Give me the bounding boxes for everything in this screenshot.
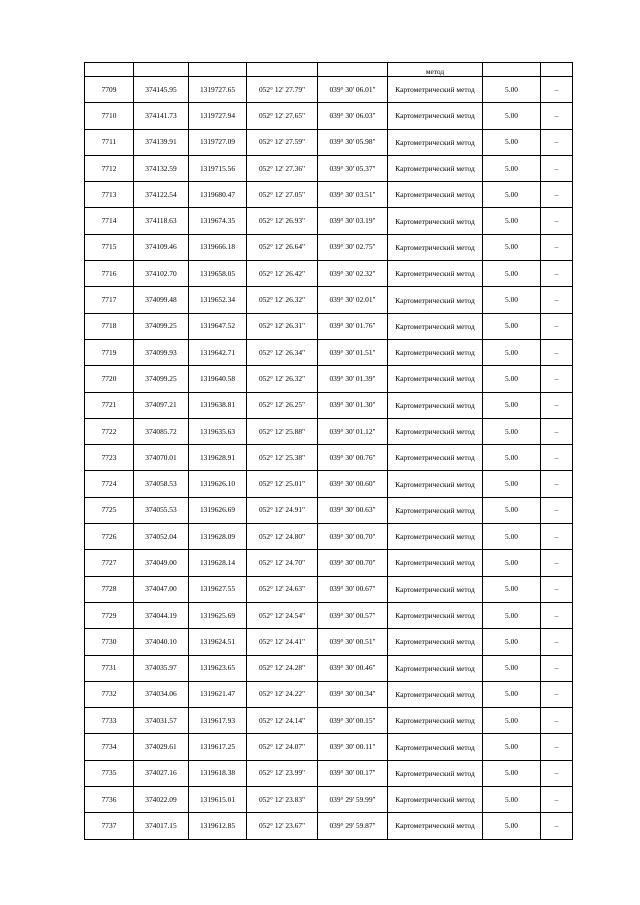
cell-accuracy: 5.00 [483, 182, 541, 208]
table-row [85, 497, 573, 523]
cell-point-number: 7712 [85, 155, 134, 181]
cell-y: 1319624.51 [189, 629, 247, 655]
cell-note: – [541, 261, 573, 287]
cell-longitude: 039° 30' 00.76" [318, 445, 388, 471]
cell-note: – [541, 497, 573, 523]
cell-point-number: 7715 [85, 234, 134, 260]
cell-x: 374049.00 [134, 550, 189, 576]
cell-latitude: 052° 12' 23.83" [247, 787, 318, 813]
cell-x: 374139.91 [134, 129, 189, 155]
cell-point-number: 7733 [85, 708, 134, 734]
cell-latitude: 052° 12' 26.32" [247, 287, 318, 313]
cell-y: 1319621.47 [189, 681, 247, 707]
cell-accuracy: 5.00 [483, 155, 541, 181]
cell-y: 1319652.34 [189, 287, 247, 313]
table-row [85, 524, 573, 550]
cell-longitude: 039° 30' 00.46" [318, 655, 388, 681]
cell-note: – [541, 471, 573, 497]
cell-x: 374132.59 [134, 155, 189, 181]
cell-accuracy: 5.00 [483, 681, 541, 707]
cell-longitude: 039° 29' 59.87" [318, 813, 388, 839]
cell-latitude: 052° 12' 24.70" [247, 550, 318, 576]
cell-y: 1319727.94 [189, 103, 247, 129]
cell-note: – [541, 129, 573, 155]
cell-x: 374099.93 [134, 339, 189, 365]
cell-point-number: 7709 [85, 77, 134, 103]
cell-point-number: 7722 [85, 418, 134, 444]
cell-longitude: 039° 30' 00.67" [318, 576, 388, 602]
cell-note: – [541, 445, 573, 471]
cell-method: Картометрический метод [388, 287, 483, 313]
cell-accuracy: 5.00 [483, 234, 541, 260]
cell-y: 1319647.52 [189, 313, 247, 339]
table-row [85, 77, 573, 103]
cell-method: Картометрический метод [388, 155, 483, 181]
cell-point-number: 7723 [85, 445, 134, 471]
cell-note: – [541, 182, 573, 208]
cell-method: Картометрический метод [388, 129, 483, 155]
table-row [85, 681, 573, 707]
cell-latitude: 052° 12' 27.05" [247, 182, 318, 208]
cell-y: 1319715.56 [189, 155, 247, 181]
cell-point-number: 7737 [85, 813, 134, 839]
cell-y: 1319615.01 [189, 787, 247, 813]
table-row [85, 366, 573, 392]
cell-latitude: 052° 12' 23.99" [247, 760, 318, 786]
cell-method: Картометрический метод [388, 655, 483, 681]
cell-note: – [541, 813, 573, 839]
cell-x: 374141.73 [134, 103, 189, 129]
table-row [85, 182, 573, 208]
cell-accuracy: 5.00 [483, 708, 541, 734]
cell-method: Картометрический метод [388, 339, 483, 365]
cell-note: – [541, 103, 573, 129]
cell-method: Картометрический метод [388, 813, 483, 839]
cell-latitude: 052° 12' 26.42" [247, 261, 318, 287]
cell-y: 1319628.14 [189, 550, 247, 576]
cell-method: Картометрический метод [388, 261, 483, 287]
cell-accuracy: 5.00 [483, 629, 541, 655]
cell-method: Картометрический метод [388, 103, 483, 129]
cell-point-number: 7716 [85, 261, 134, 287]
cell-x: 374052.04 [134, 524, 189, 550]
cell-point-number: 7725 [85, 497, 134, 523]
cell-latitude: 052° 12' 26.32" [247, 366, 318, 392]
cell-accuracy: 5.00 [483, 602, 541, 628]
cell-y: 1319642.71 [189, 339, 247, 365]
cell-latitude: 052° 12' 24.41" [247, 629, 318, 655]
cell-point-number: 7732 [85, 681, 134, 707]
cell-longitude: 039° 30' 01.39" [318, 366, 388, 392]
table-row [85, 418, 573, 444]
cell-latitude: 052° 12' 26.34" [247, 339, 318, 365]
cell-note: – [541, 760, 573, 786]
cell-method: Картометрический метод [388, 313, 483, 339]
cell-method: Картометрический метод [388, 497, 483, 523]
cell-point-number: 7736 [85, 787, 134, 813]
cell-longitude: 039° 30' 02.01" [318, 287, 388, 313]
cell-accuracy: 5.00 [483, 497, 541, 523]
table-row [85, 234, 573, 260]
cell-accuracy: 5.00 [483, 787, 541, 813]
table-row [85, 550, 573, 576]
cell-longitude: 039° 30' 00.15" [318, 708, 388, 734]
cell-y: 1319626.10 [189, 471, 247, 497]
cell-y: 1319680.47 [189, 182, 247, 208]
table-row [85, 787, 573, 813]
cell-note [541, 63, 573, 77]
cell-latitude: 052° 12' 24.54" [247, 602, 318, 628]
cell-note: – [541, 734, 573, 760]
cell-accuracy: 5.00 [483, 129, 541, 155]
cell-point-number: 7727 [85, 550, 134, 576]
cell-longitude: 039° 30' 00.60" [318, 471, 388, 497]
table-row [85, 103, 573, 129]
cell-point-number: 7719 [85, 339, 134, 365]
cell-point-number: 7730 [85, 629, 134, 655]
cell-point-number: 7726 [85, 524, 134, 550]
cell-accuracy: 5.00 [483, 208, 541, 234]
cell-latitude: 052° 12' 24.91" [247, 497, 318, 523]
cell-latitude [247, 63, 318, 77]
table-body [85, 63, 573, 840]
cell-longitude: 039° 29' 59.99" [318, 787, 388, 813]
cell-longitude [318, 63, 388, 77]
cell-x: 374044.19 [134, 602, 189, 628]
cell-accuracy: 5.00 [483, 445, 541, 471]
table-row [85, 129, 573, 155]
cell-accuracy: 5.00 [483, 77, 541, 103]
cell-x: 374022.09 [134, 787, 189, 813]
table-row [85, 576, 573, 602]
cell-accuracy: 5.00 [483, 550, 541, 576]
cell-latitude: 052° 12' 27.65" [247, 103, 318, 129]
cell-x: 374099.25 [134, 313, 189, 339]
cell-latitude: 052° 12' 24.14" [247, 708, 318, 734]
cell-method: Картометрический метод [388, 602, 483, 628]
table-row [85, 708, 573, 734]
cell-point-number: 7714 [85, 208, 134, 234]
cell-x: 374034.06 [134, 681, 189, 707]
cell-y: 1319666.18 [189, 234, 247, 260]
cell-method: Картометрический метод [388, 681, 483, 707]
table-row-continuation [85, 63, 573, 77]
cell-y: 1319623.65 [189, 655, 247, 681]
cell-accuracy: 5.00 [483, 524, 541, 550]
cell-accuracy [483, 63, 541, 77]
cell-x: 374085.72 [134, 418, 189, 444]
cell-point-number: 7711 [85, 129, 134, 155]
cell-longitude: 039° 30' 05.98" [318, 129, 388, 155]
cell-point-number [85, 63, 134, 77]
cell-longitude: 039° 30' 01.12" [318, 418, 388, 444]
cell-method: Картометрический метод [388, 524, 483, 550]
table-row [85, 155, 573, 181]
cell-x: 374099.48 [134, 287, 189, 313]
cell-latitude: 052° 12' 25.01" [247, 471, 318, 497]
cell-method: Картометрический метод [388, 182, 483, 208]
cell-longitude: 039° 30' 03.51" [318, 182, 388, 208]
cell-longitude: 039° 30' 06.03" [318, 103, 388, 129]
cell-method: Картометрический метод [388, 392, 483, 418]
table-row [85, 760, 573, 786]
cell-y: 1319640.58 [189, 366, 247, 392]
cell-x: 374017.15 [134, 813, 189, 839]
cell-note: – [541, 787, 573, 813]
cell-point-number: 7710 [85, 103, 134, 129]
cell-note: – [541, 629, 573, 655]
cell-accuracy: 5.00 [483, 287, 541, 313]
cell-longitude: 039° 30' 06.01" [318, 77, 388, 103]
cell-y: 1319617.25 [189, 734, 247, 760]
cell-x: 374035.97 [134, 655, 189, 681]
cell-point-number: 7713 [85, 182, 134, 208]
cell-y: 1319612.85 [189, 813, 247, 839]
table-row [85, 445, 573, 471]
cell-method: Картометрический метод [388, 418, 483, 444]
table-row [85, 392, 573, 418]
cell-latitude: 052° 12' 24.22" [247, 681, 318, 707]
table-row [85, 208, 573, 234]
cell-method: Картометрический метод [388, 734, 483, 760]
table-row [85, 734, 573, 760]
cell-longitude: 039° 30' 01.30" [318, 392, 388, 418]
cell-x [134, 63, 189, 77]
cell-method: Картометрический метод [388, 234, 483, 260]
cell-note: – [541, 550, 573, 576]
cell-latitude: 052° 12' 24.80" [247, 524, 318, 550]
cell-latitude: 052° 12' 26.31" [247, 313, 318, 339]
table-row [85, 261, 573, 287]
cell-method: Картометрический метод [388, 576, 483, 602]
cell-longitude: 039° 30' 02.75" [318, 234, 388, 260]
coordinates-table [84, 62, 573, 840]
cell-method: Картометрический метод [388, 471, 483, 497]
cell-accuracy: 5.00 [483, 103, 541, 129]
cell-longitude: 039° 30' 00.17" [318, 760, 388, 786]
cell-y: 1319635.63 [189, 418, 247, 444]
cell-x: 374070.01 [134, 445, 189, 471]
cell-x: 374097.21 [134, 392, 189, 418]
cell-method: Картометрический метод [388, 708, 483, 734]
cell-note: – [541, 708, 573, 734]
cell-note: – [541, 681, 573, 707]
cell-y: 1319617.93 [189, 708, 247, 734]
cell-x: 374031.57 [134, 708, 189, 734]
cell-method: Картометрический метод [388, 77, 483, 103]
cell-note: – [541, 655, 573, 681]
cell-longitude: 039° 30' 00.11" [318, 734, 388, 760]
cell-longitude: 039° 30' 00.70" [318, 550, 388, 576]
cell-accuracy: 5.00 [483, 760, 541, 786]
cell-x: 374055.53 [134, 497, 189, 523]
cell-accuracy: 5.00 [483, 576, 541, 602]
cell-point-number: 7729 [85, 602, 134, 628]
cell-x: 374118.63 [134, 208, 189, 234]
cell-x: 374145.95 [134, 77, 189, 103]
cell-point-number: 7721 [85, 392, 134, 418]
cell-method: Картометрический метод [388, 787, 483, 813]
cell-x: 374122.54 [134, 182, 189, 208]
cell-longitude: 039° 30' 03.19" [318, 208, 388, 234]
cell-latitude: 052° 12' 27.79" [247, 77, 318, 103]
cell-accuracy: 5.00 [483, 734, 541, 760]
cell-y: 1319727.65 [189, 77, 247, 103]
cell-accuracy: 5.00 [483, 813, 541, 839]
cell-latitude: 052° 12' 26.64" [247, 234, 318, 260]
cell-x: 374040.10 [134, 629, 189, 655]
cell-y: 1319674.35 [189, 208, 247, 234]
cell-method: Картометрический метод [388, 550, 483, 576]
cell-latitude: 052° 12' 24.63" [247, 576, 318, 602]
cell-y: 1319625.69 [189, 602, 247, 628]
cell-point-number: 7735 [85, 760, 134, 786]
table-row [85, 471, 573, 497]
cell-y: 1319658.05 [189, 261, 247, 287]
cell-note: – [541, 155, 573, 181]
cell-latitude: 052° 12' 26.93" [247, 208, 318, 234]
cell-latitude: 052° 12' 26.25" [247, 392, 318, 418]
cell-note: – [541, 418, 573, 444]
table-row [85, 313, 573, 339]
cell-point-number: 7718 [85, 313, 134, 339]
cell-method: Картометрический метод [388, 629, 483, 655]
table-row [85, 813, 573, 839]
cell-note: – [541, 234, 573, 260]
cell-accuracy: 5.00 [483, 471, 541, 497]
cell-x: 374099.25 [134, 366, 189, 392]
cell-longitude: 039° 30' 00.70" [318, 524, 388, 550]
cell-accuracy: 5.00 [483, 392, 541, 418]
cell-note: – [541, 524, 573, 550]
cell-accuracy: 5.00 [483, 366, 541, 392]
cell-longitude: 039° 30' 01.51" [318, 339, 388, 365]
cell-latitude: 052° 12' 24.07" [247, 734, 318, 760]
cell-point-number: 7724 [85, 471, 134, 497]
cell-point-number: 7728 [85, 576, 134, 602]
cell-method: Картометрический метод [388, 208, 483, 234]
cell-longitude: 039° 30' 00.51" [318, 629, 388, 655]
document-page [84, 62, 572, 840]
cell-latitude: 052° 12' 24.28" [247, 655, 318, 681]
cell-longitude: 039° 30' 00.57" [318, 602, 388, 628]
cell-accuracy: 5.00 [483, 339, 541, 365]
cell-accuracy: 5.00 [483, 261, 541, 287]
cell-latitude: 052° 12' 27.59" [247, 129, 318, 155]
cell-x: 374102.70 [134, 261, 189, 287]
cell-accuracy: 5.00 [483, 418, 541, 444]
cell-longitude: 039° 30' 05.37" [318, 155, 388, 181]
cell-point-number: 7734 [85, 734, 134, 760]
cell-method: Картометрический метод [388, 366, 483, 392]
cell-longitude: 039° 30' 00.34" [318, 681, 388, 707]
cell-y: 1319628.91 [189, 445, 247, 471]
cell-method: Картометрический метод [388, 760, 483, 786]
cell-point-number: 7731 [85, 655, 134, 681]
cell-x: 374029.61 [134, 734, 189, 760]
table-row [85, 287, 573, 313]
cell-note: – [541, 576, 573, 602]
cell-note: – [541, 313, 573, 339]
cell-longitude: 039° 30' 00.63" [318, 497, 388, 523]
cell-note: – [541, 339, 573, 365]
cell-point-number: 7720 [85, 366, 134, 392]
table-row [85, 655, 573, 681]
cell-longitude: 039° 30' 02.32" [318, 261, 388, 287]
table-row [85, 339, 573, 365]
table-row [85, 629, 573, 655]
cell-x: 374047.00 [134, 576, 189, 602]
cell-y [189, 63, 247, 77]
cell-y: 1319618.38 [189, 760, 247, 786]
cell-y: 1319638.81 [189, 392, 247, 418]
cell-latitude: 052° 12' 27.36" [247, 155, 318, 181]
cell-note: – [541, 77, 573, 103]
cell-note: – [541, 392, 573, 418]
cell-point-number: 7717 [85, 287, 134, 313]
table-row [85, 602, 573, 628]
cell-y: 1319627.55 [189, 576, 247, 602]
cell-latitude: 052° 12' 23.67" [247, 813, 318, 839]
cell-latitude: 052° 12' 25.38" [247, 445, 318, 471]
cell-method: метод [388, 63, 483, 77]
cell-y: 1319727.09 [189, 129, 247, 155]
cell-latitude: 052° 12' 25.88" [247, 418, 318, 444]
cell-accuracy: 5.00 [483, 655, 541, 681]
cell-note: – [541, 602, 573, 628]
cell-method: Картометрический метод [388, 445, 483, 471]
cell-y: 1319626.69 [189, 497, 247, 523]
cell-x: 374058.53 [134, 471, 189, 497]
cell-note: – [541, 208, 573, 234]
cell-x: 374027.16 [134, 760, 189, 786]
cell-x: 374109.46 [134, 234, 189, 260]
cell-note: – [541, 287, 573, 313]
cell-accuracy: 5.00 [483, 313, 541, 339]
cell-longitude: 039° 30' 01.76" [318, 313, 388, 339]
cell-y: 1319628.09 [189, 524, 247, 550]
cell-note: – [541, 366, 573, 392]
